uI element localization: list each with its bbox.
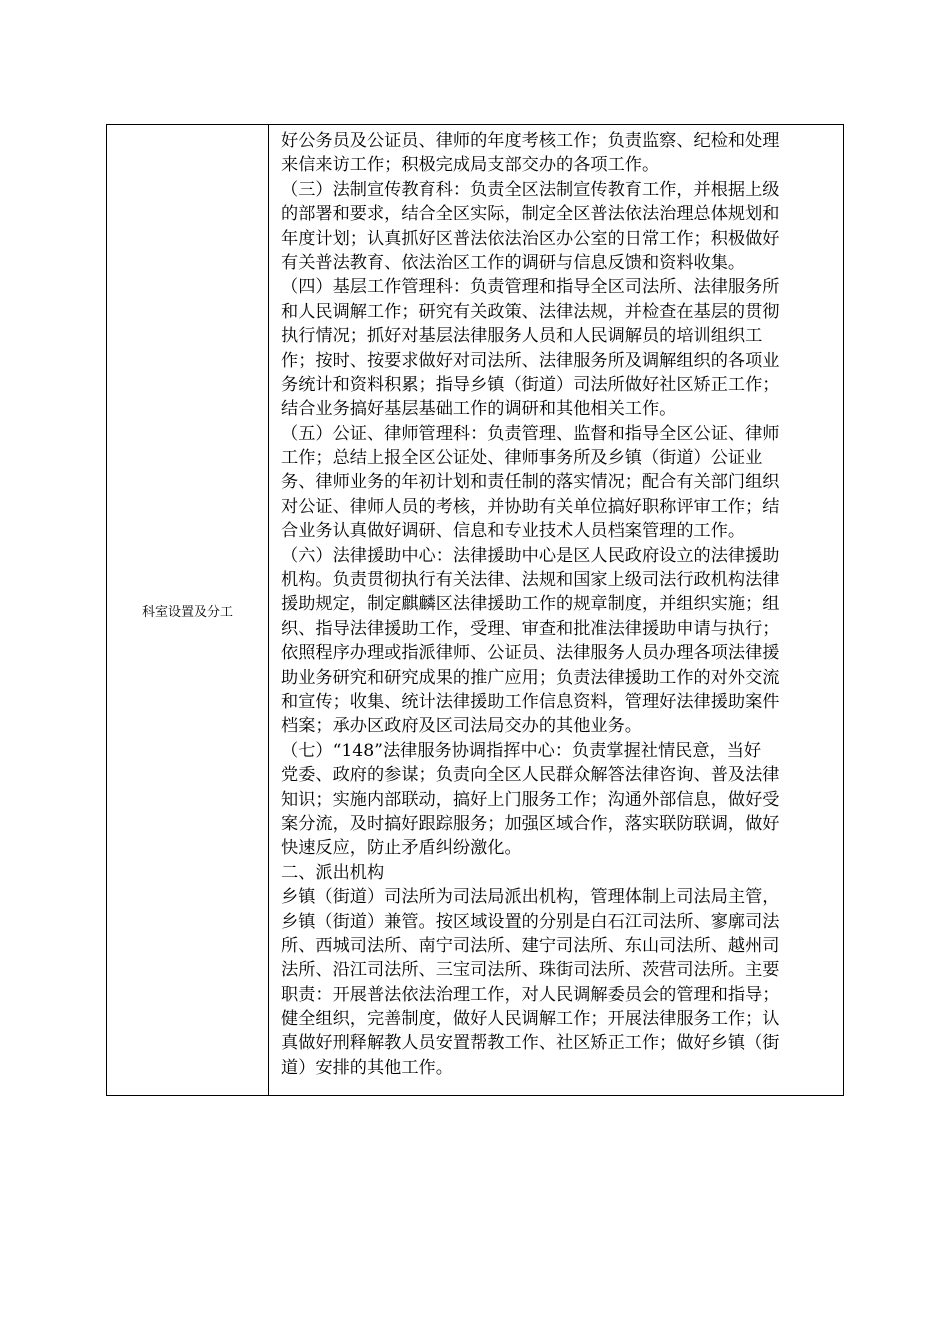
text-line: 援助规定，制定麒麟区法律援助工作的规章制度，并组织实施；组 <box>281 594 780 615</box>
text-line: 结合业务搞好基层基础工作的调研和其他相关工作。 <box>281 399 677 420</box>
text-line: 和宣传；收集、统计法律援助工作信息资料，管理好法律援助案件 <box>281 691 780 712</box>
text-line: 法所、沿江司法所、三宝司法所、珠街司法所、茨营司法所。主要 <box>281 960 780 981</box>
text-line: （六）法律援助中心：法律援助中心是区人民政府设立的法律援助 <box>281 545 780 566</box>
text-line: 来信来访工作；积极完成局支部交办的各项工作。 <box>281 155 660 176</box>
text-line: 依照程序办理或指派律师、公证员、法律服务人员办理各项法律援 <box>281 643 780 664</box>
text-line: 真做好刑释解教人员安置帮教工作、社区矫正工作；做好乡镇（街 <box>281 1033 780 1054</box>
text-line: 的部署和要求，结合全区实际，制定全区普法依法治理总体规划和 <box>281 204 780 225</box>
row-label-cell <box>107 125 269 1095</box>
text-line: 有关普法教育、依法治区工作的调研与信息反馈和资料收集。 <box>281 252 746 273</box>
content-table <box>106 124 844 1096</box>
row-content-cell <box>269 125 843 1095</box>
text-line: 好公务员及公证员、律师的年度考核工作；负责监察、纪检和处理 <box>281 131 780 151</box>
text-line: 机构。负责贯彻执行有关法律、法规和国家上级司法行政机构法律 <box>281 570 780 591</box>
text-line: （三）法制宣传教育科：负责全区法制宣传教育工作，并根据上级 <box>281 179 780 200</box>
text-line: 作；按时、按要求做好对司法所、法律服务所及调解组织的各项业 <box>281 350 780 371</box>
text-line: 乡镇（街道）兼管。按区域设置的分别是白石江司法所、寥廓司法 <box>281 911 780 932</box>
text-line: 务统计和资料积累；指导乡镇（街道）司法所做好社区矫正工作； <box>281 374 780 395</box>
text-line: 乡镇（街道）司法所为司法局派出机构，管理体制上司法局主管， <box>281 887 780 908</box>
text-line: 和人民调解工作；研究有关政策、法律法规，并检查在基层的贯彻 <box>281 301 780 322</box>
text-line: 快速反应，防止矛盾纠纷激化。 <box>281 838 522 859</box>
text-line: 年度计划；认真抓好区普法依法治区办公室的日常工作；积极做好 <box>281 228 780 249</box>
text-line: 务、律师业务的年初计划和责任制的落实情况；配合有关部门组织 <box>281 472 780 493</box>
text-line: 助业务研究和研究成果的推广应用；负责法律援助工作的对外交流 <box>281 667 780 688</box>
text-line: 健全组织，完善制度，做好人民调解工作；开展法律服务工作；认 <box>281 1009 780 1030</box>
text-line: 职责：开展普法依法治理工作，对人民调解委员会的管理和指导； <box>281 984 780 1005</box>
text-line: 党委、政府的参谋；负责向全区人民群众解答法律咨询、普及法律 <box>281 765 780 786</box>
text-line: 对公证、律师人员的考核，并协助有关单位搞好职称评审工作；结 <box>281 496 780 517</box>
text-line: 织、指导法律援助工作，受理、审查和批准法律援助申请与执行； <box>281 618 780 639</box>
row-label: 科室设置及分工 <box>141 604 233 620</box>
text-line: 所、西城司法所、南宁司法所、建宁司法所、东山司法所、越州司 <box>281 935 780 956</box>
text-line: 案分流，及时搞好跟踪服务；加强区域合作，落实联防联调，做好 <box>281 813 780 834</box>
text-line: 合业务认真做好调研、信息和专业技术人员档案管理的工作。 <box>281 521 746 542</box>
text-line: 档案；承办区政府及区司法局交办的其他业务。 <box>281 716 642 737</box>
text-line: 二、派出机构 <box>281 862 385 883</box>
text-line: 执行情况；抓好对基层法律服务人员和人民调解员的培训组织工 <box>281 326 763 347</box>
text-line: （七）“148”法律服务协调指挥中心：负责掌握社情民意，当好 <box>281 740 762 761</box>
text-line: 道）安排的其他工作。 <box>281 1057 453 1078</box>
text-line: 知识；实施内部联动，搞好上门服务工作；沟通外部信息，做好受 <box>281 789 780 810</box>
text-line: （五）公证、律师管理科：负责管理、监督和指导全区公证、律师 <box>281 423 780 444</box>
text-line: 工作；总结上报全区公证处、律师事务所及乡镇（街道）公证业 <box>281 448 763 469</box>
text-line: （四）基层工作管理科：负责管理和指导全区司法所、法律服务所 <box>281 277 780 298</box>
